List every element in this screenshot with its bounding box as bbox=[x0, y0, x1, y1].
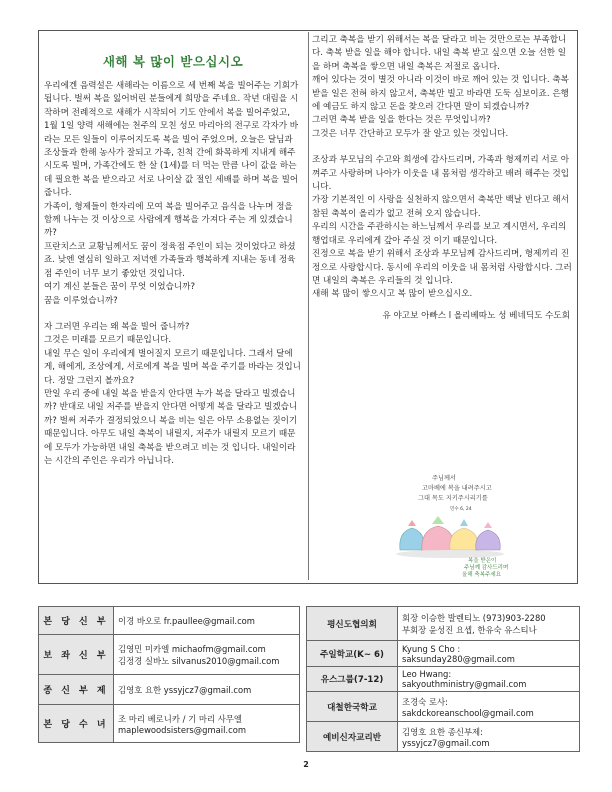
staff-row bbox=[307, 722, 580, 752]
right-column bbox=[312, 34, 574, 323]
left-paragraph: 프란치스코 교황님께서도 꿈이 정육점 주인이 되는 것이었다고 하셨죠. 낮엔 열심히 일하고 저녁엔 가족들과 행복하게 지내는 동네 정육점 주인이 너무 보기 좋았던 것입니다. bbox=[44, 241, 296, 279]
staff-row bbox=[39, 675, 300, 705]
contact-line: sakdckoreanschool@gmail.com bbox=[402, 707, 534, 718]
left-paragraph: 내일 무슨 일이 우리에게 벌어질지 모르기 때문입니다. 그래서 달에게, 해에게, 조상에게, 서로에게 복을 빌며 복을 주기를 바라는 것입니다. 정말 그런지 볼까요? bbox=[44, 348, 301, 386]
staff-role: 본 당 신 부 bbox=[39, 607, 114, 635]
contact-line: 조경숙 로사: bbox=[402, 696, 448, 707]
right-paragraph: 우리의 시간을 주관하시는 하느님께서 우리를 보고 계시면서, 우리의 행업대로 우리에게 갚아 주실 것 이기 때문입니다. bbox=[312, 222, 567, 246]
illustration-lower-3: 올해 축복주세요 bbox=[462, 572, 501, 578]
column-divider bbox=[308, 32, 309, 580]
right-paragraph: 진정으로 복을 받기 위해서 조상과 부모님께 감사드리며, 형제끼리 진정으로 사랑합시다. 동시에 우리의 이웃을 내 몸처럼 사랑합시다. 그러면 내일의 축복은 우리들의 것 입니다. bbox=[312, 249, 572, 286]
page-number: 2 bbox=[303, 760, 309, 769]
left-paragraph: 가족이, 형제들이 한자리에 모여 복을 빌어주고 음식을 나누며 정을 함께 나누는 것 이상으로 사람에게 행복을 가져다 주는 게 있겠습니까? bbox=[44, 201, 293, 239]
left-staff-table bbox=[38, 606, 300, 743]
staff-row bbox=[39, 635, 300, 675]
staff-contact bbox=[398, 607, 580, 641]
article-title: 새해 복 많이 받으십시오 bbox=[102, 54, 244, 69]
right-paragraph: 그것은 너무 간단하고 모두가 잘 알고 있는 것입니다. bbox=[312, 128, 509, 139]
staff-contact bbox=[114, 675, 300, 705]
staff-role: 대철한국학교 bbox=[307, 692, 398, 722]
right-paragraph: 가장 기본적인 이 사랑을 실천하지 않으면서 축복만 백날 빈다고 해서 참된 축복이 올리가 없고 전혀 오지 않습니다. bbox=[312, 195, 570, 219]
staff-role: 주일학교(K~ 6) bbox=[307, 641, 398, 667]
illustration-reference: 민수 6, 24 bbox=[450, 507, 472, 512]
contact-line: 김영민 미카엘 michaofm@gmail.com bbox=[118, 643, 266, 654]
left-paragraph: 그것은 미래를 모르기 때문입니다. bbox=[44, 335, 172, 346]
illustration-caption-2: 고마베에 복을 내려주시고 bbox=[422, 485, 492, 492]
left-paragraph: 꿈을 이루었습니까? bbox=[44, 295, 118, 306]
right-paragraph: 그리고 축복을 받기 위해서는 복을 달라고 비는 것만으로는 부족합니다. 축복 받을 일을 해야 합니다. 내일 축복 받고 싶으면 오늘 선한 일을 하며 축복을 쌓으면 내일 축복은 저절로 옵니다. bbox=[312, 35, 567, 72]
signature: 유 야고보 아빠스 l 올리베따노 성 베네딕도 수도회 bbox=[382, 310, 570, 321]
staff-role: 본 당 수 녀 bbox=[39, 705, 114, 743]
contact-line: yssyjcz7@gmail.com bbox=[402, 737, 490, 748]
staff-row bbox=[39, 607, 300, 635]
staff-row bbox=[307, 667, 580, 692]
contact-line: 회장 이승한 발렌티노 (973)903-2280 bbox=[402, 612, 546, 623]
staff-role: 예비신자교리반 bbox=[307, 722, 398, 752]
right-paragraph: 깨어 있다는 것이 별것 아니라 이것이 바로 깨어 있는 것 입니다. 축복 받을 일은 전혀 하지 않고서, 축복만 빌고 바라면 도둑 심보이죠. 은행에 예금도 하지 않고 돈을 찾으러 간다면 말이 되겠습니까? bbox=[312, 75, 569, 113]
contact-line: 김영호 요한 종신부제: bbox=[402, 726, 483, 737]
new-year-illustration bbox=[392, 458, 520, 578]
contact-line: Leo Hwang: sakyouthministry@gmail.com bbox=[402, 669, 527, 689]
staff-contact bbox=[114, 635, 300, 675]
right-paragraph: 그러면 축복 받을 일을 한다는 것은 무엇입니까? bbox=[312, 115, 491, 126]
left-paragraph: 만일 우리 중에 내일 복을 받을지 안다면 누가 복을 달라고 빌겠습니까? 반대로 내일 저주를 받을지 안다면 어떻게 복을 달라고 빌겠습니까? 벌써 저주가 결정되었으니 복을 비는 일은 아무 소용없는 짓이기 때문입니다. 아무도 내일 축복이 내릴지, 저주가 내릴지 모르기 때문에 모두가 가능하면 내일 축복을 받으려고 비는 것 입니다. 내일이라는 시간의 주인은 우리가 아닙니다. bbox=[44, 388, 298, 466]
staff-role: 평신도협의회 bbox=[307, 607, 398, 641]
contact-line: 이경 바오로 fr.paullee@gmail.com bbox=[118, 615, 255, 626]
staff-role: 유스그룹(7-12) bbox=[307, 667, 398, 692]
left-column bbox=[44, 80, 302, 468]
left-paragraph: 우리에겐 음력설은 새해라는 이름으로 세 번째 복을 빌어주는 기회가 됩니다. 벌써 복을 잃어버린 분들에게 희망을 주네요. 작년 대림을 시작하며 전례적으로 새해가 시작되어 기도 안에서 복을 빌어주었고, bbox=[44, 81, 299, 118]
staff-row bbox=[307, 692, 580, 722]
contact-line: maplewoodsisters@gmail.com bbox=[118, 724, 246, 735]
fortune-bags-icon bbox=[396, 516, 504, 558]
contact-line: 조 마리 베로니카 / 기 마리 사무엘 bbox=[118, 713, 242, 724]
staff-contact bbox=[398, 641, 580, 667]
contact-line: 김영호 요한 yssyjcz7@gmail.com bbox=[118, 684, 252, 695]
right-paragraph bbox=[312, 141, 574, 154]
staff-contact bbox=[398, 667, 580, 692]
staff-row bbox=[307, 641, 580, 667]
right-paragraph: 조상과 부모님의 수고와 희생에 감사드리며, 가족과 형제끼리 서로 아껴주고 사랑하며 나아가 이웃을 내 몸처럼 생각하고 배려 해주는 것입니다. bbox=[312, 155, 570, 193]
contact-line: 부회장 윤성진 요셉, 한유숙 유스티나 bbox=[402, 624, 537, 635]
staff-row bbox=[307, 607, 580, 641]
staff-contact bbox=[398, 692, 580, 722]
staff-role: 보 좌 신 부 bbox=[39, 635, 114, 675]
illustration-lower-1: 복을 받은이 bbox=[468, 558, 497, 564]
staff-contact bbox=[114, 705, 300, 743]
contact-line: 김정경 실바노 silvanus2010@gmail.com bbox=[118, 655, 280, 666]
left-paragraph: 여기 계신 분들은 꿈이 무엇 이었습니까? bbox=[44, 282, 196, 293]
illustration-lower-2: 주님께 감사드리며 bbox=[464, 565, 509, 571]
left-paragraph: 1월 1일 양력 새해에는 천주의 모친 성모 마리아의 전구로 각자가 바라는 모든 일들이 이루어지도록 복을 빌어 주었으며, 오늘은 달님과 조상들과 한해 농사가 잘되고 가족, 친척 간에 화목하게 지내게 해주시도록 빌며, 가족간에도 한 살 (1세)를 더 먹는 만큼 나이 값을 하는데 필요한 복을 받으라고 서로 나이살 값 절인 세배를 하며 복을 빌어 줍니다. bbox=[44, 121, 299, 199]
illustration-caption-1: 주님께서 bbox=[432, 475, 456, 482]
left-paragraph bbox=[44, 308, 302, 321]
right-paragraph: 새해 복 많이 쌓으시고 복 많이 받으십시오. bbox=[312, 289, 473, 300]
staff-contact bbox=[114, 607, 300, 635]
right-staff-table bbox=[306, 606, 580, 752]
contact-line: Kyung S Cho : saksunday280@gmail.com bbox=[402, 643, 515, 664]
left-paragraph: 자 그러면 우리는 왜 복을 빌어 줍니까? bbox=[44, 321, 190, 332]
staff-contact bbox=[398, 722, 580, 752]
illustration-caption-3: 그대 목도 지키주시리기를 bbox=[418, 495, 488, 502]
staff-row bbox=[39, 705, 300, 743]
staff-role: 종 신 부 제 bbox=[39, 675, 114, 705]
